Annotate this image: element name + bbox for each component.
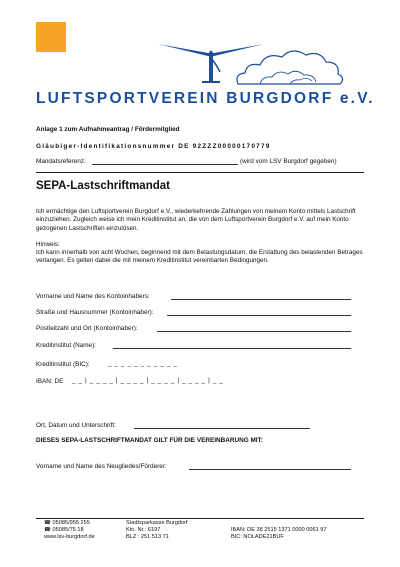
bank-name-field[interactable] <box>113 342 351 349</box>
member-name-label: Vorname und Name des Neugliedes/Förderer: <box>36 463 167 470</box>
attachment-line: Anlage 1 zum Aufnahmeantrag / Fördermitglied <box>36 126 180 133</box>
place-date-signature-field[interactable] <box>134 422 310 429</box>
iban-label: IBAN: DE <box>36 378 64 385</box>
footer-bank <box>126 520 188 541</box>
footer-bic: BIC: NOLADE21BUF <box>231 534 284 540</box>
street-label: Straße und Hausnummer (Kontoinhaber): <box>36 309 154 316</box>
hint-title: Hinweis: <box>36 241 60 248</box>
mandate-paragraph: Ich ermächtige den Luftsportverein Burgdorf e.V., wiederkehrende Zahlungen von meinem Konto mittels Lastschrift einzuziehen. Zugleich weise ich mein Kreditinstitut an, die von dem Luftsportverein Burgdorf e.V. auf mein Konto gezogenen Lastschriften einzulösen. <box>36 208 356 232</box>
zip-city-label: Postleitzahl und Ort (Kontoinhaber): <box>36 325 138 332</box>
account-holder-label: Vorname und Name des Kontoinhabers: <box>36 293 150 300</box>
bic-input[interactable]: _ _ _ _ _ _ _ _ _ _ _ <box>108 360 178 367</box>
footer-fax: ☎ 05085/75 18 <box>44 527 84 533</box>
mandate-ref-label: Mandatsreferenz: <box>36 158 86 165</box>
footer-contact <box>44 520 95 541</box>
hint-text: Ich kann innerhalb von acht Wochen, beginnend mit dem Belastungsdatum, die Erstattung des belastenden Betrages verlangen. Es gelten dabei die mit meinem Kreditinstitut vereinbarten Bedingungen. <box>36 249 363 265</box>
zip-city-field[interactable] <box>157 325 351 332</box>
mandate-ref-note: (wird vom LSV Burgdorf gegeben) <box>240 158 337 165</box>
bank-name-label: Kreditinstitut (Name): <box>36 342 97 349</box>
footer-bank-name: Stadtsparkasse Burgdorf <box>126 520 188 526</box>
footer-divider <box>36 518 364 519</box>
footer-website[interactable]: www.lsv-burgdorf.de <box>44 534 95 540</box>
orange-logo-square <box>36 22 66 52</box>
place-date-signature-label: Ort, Datum und Unterschrift: <box>36 422 116 429</box>
footer-iban: IBAN: DE 38 2515 1371 0000 0061 97 <box>231 527 327 533</box>
footer-iban-bic <box>231 520 326 541</box>
footer-account-number: Kto. Nr.: 6197 <box>126 527 161 533</box>
section-divider <box>36 172 364 173</box>
club-name-logo-text: LUFTSPORTVEREIN BURGDORF e.V. <box>36 90 375 107</box>
iban-input[interactable]: _ _ | _ _ _ _ | _ _ _ _ | _ _ _ _ | _ _ _ _ | _ _ <box>72 377 224 384</box>
footer-spacer <box>231 520 326 527</box>
creditor-id: Gläubiger-Identifikationsnummer DE 92ZZZ00000170779 <box>36 143 271 150</box>
footer-phone: ☎ 05085/955 255 <box>44 520 90 526</box>
mandate-ref-field[interactable] <box>92 158 238 165</box>
footer-bank-code: BLZ : 251 513 71 <box>126 534 169 540</box>
agreement-notice: DIESES SEPA-LASTSCHRIFTMANDAT GILT FÜR DIE VEREINBARUNG MIT: <box>36 437 263 444</box>
glider-clouds-logo <box>150 24 350 90</box>
mandate-title: SEPA-Lastschriftmandat <box>36 180 170 192</box>
account-holder-field[interactable] <box>171 293 351 300</box>
street-field[interactable] <box>167 309 351 316</box>
member-name-field[interactable] <box>189 463 351 470</box>
bic-label: Kreditinstitut (BIC): <box>36 361 90 368</box>
